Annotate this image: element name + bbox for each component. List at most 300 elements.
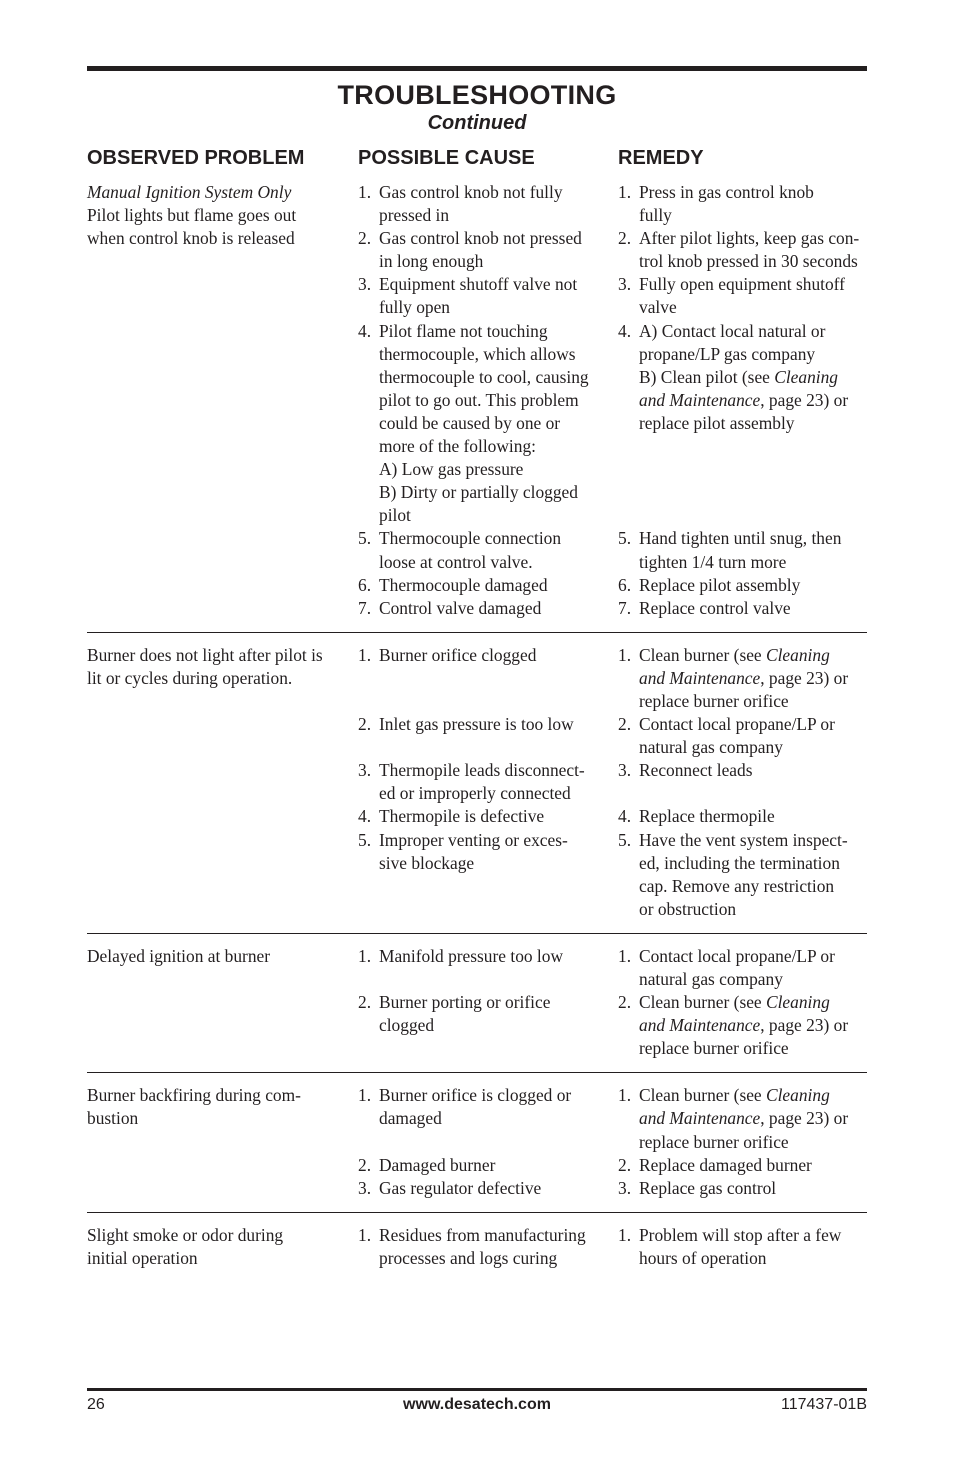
remedy-cell — [618, 296, 867, 319]
possible-cause-cell — [358, 829, 598, 852]
remedy-text-wrap — [639, 250, 867, 273]
observed-problem-text — [87, 435, 337, 458]
table-line — [87, 250, 867, 273]
possible-cause-cell — [358, 782, 598, 805]
remedy-text: replace burner orifice — [639, 690, 789, 711]
possible-cause-cell — [358, 1154, 598, 1177]
observed-problem-text: Manual Ignition System Only — [87, 182, 292, 202]
remedy-text-wrap — [639, 412, 867, 435]
remedy-number: 2. — [618, 992, 632, 1013]
cause-text — [379, 968, 598, 991]
remedy-text-wrap — [639, 273, 867, 296]
cause-number — [358, 1107, 379, 1130]
possible-cause-cell — [358, 736, 598, 759]
possible-cause-cell — [358, 852, 598, 875]
column-header-remedy: REMEDY — [618, 147, 704, 169]
remedy-italic-prefix: and Maintenance — [639, 1108, 761, 1129]
remedy-text: replace burner orifice — [639, 1038, 789, 1059]
remedy-number — [618, 481, 639, 504]
remedy-text-wrap — [639, 366, 867, 389]
cause-text — [379, 1037, 598, 1060]
observed-problem-text: lit or cycles during operation. — [87, 667, 293, 688]
table-line — [87, 1177, 867, 1200]
observed-problem-text — [87, 759, 337, 782]
remedy-cell — [618, 181, 867, 204]
cause-text: pilot to go out. This problem — [379, 389, 579, 410]
cause-text: clogged — [379, 1015, 435, 1036]
remedy-cell — [618, 1177, 867, 1200]
remedy-number — [618, 852, 639, 875]
remedy-text-wrap — [639, 435, 867, 458]
observed-problem-text — [87, 296, 337, 319]
cause-text: Manifold pressure too low — [379, 945, 564, 966]
table-line — [87, 991, 867, 1014]
table-line — [87, 320, 867, 343]
remedy-text-wrap — [639, 968, 867, 991]
observed-problem-text — [87, 782, 337, 805]
remedy-number — [618, 898, 639, 921]
possible-cause-cell — [358, 991, 598, 1014]
possible-cause-cell — [358, 204, 598, 227]
table-line — [87, 273, 867, 296]
cause-text: Burner orifice is clogged or — [379, 1085, 572, 1106]
observed-problem-text — [87, 481, 337, 504]
table-line — [87, 667, 867, 690]
remedy-text: or obstruction — [639, 898, 737, 919]
remedy-italic-prefix: and Maintenance — [639, 1015, 761, 1036]
remedy-cell — [618, 1107, 867, 1130]
table-line — [87, 644, 867, 667]
remedy-cell — [618, 945, 867, 968]
possible-cause-cell — [358, 759, 598, 782]
possible-cause-cell — [358, 945, 598, 968]
remedy-text: hours of operation — [639, 1247, 767, 1268]
remedy-number: 5. — [618, 829, 632, 850]
remedy-text: , page 23) or — [760, 667, 849, 688]
remedy-text-wrap — [639, 296, 867, 319]
remedy-text-wrap — [639, 227, 867, 250]
cause-text: pilot — [379, 505, 411, 526]
possible-cause-cell — [358, 527, 598, 550]
remedy-text: Hand tighten until snug, then — [639, 528, 842, 549]
table-row — [87, 945, 867, 1073]
cause-text: thermocouple to cool, causing — [379, 366, 589, 387]
remedy-cell — [618, 227, 867, 250]
table-line — [87, 181, 867, 204]
remedy-italic-prefix: and Maintenance — [639, 389, 761, 410]
remedy-text-wrap — [639, 1131, 867, 1154]
cause-text — [379, 1131, 598, 1154]
cause-text: Control valve damaged — [379, 597, 542, 618]
cause-text: Residues from manufacturing — [379, 1224, 586, 1245]
table-line — [87, 968, 867, 991]
page-number: 26 — [87, 1396, 105, 1413]
cause-number: 2. — [358, 1154, 372, 1175]
cause-text: Thermocouple damaged — [379, 574, 548, 595]
observed-problem-text — [87, 829, 337, 852]
remedy-text: natural gas company — [639, 737, 783, 758]
column-header-observed-problem: OBSERVED PROBLEM — [87, 147, 305, 169]
page-subtitle: Continued — [427, 112, 527, 134]
cause-number — [358, 782, 379, 805]
table-line — [87, 1224, 867, 1247]
cause-number: 6. — [358, 574, 372, 595]
remedy-cell — [618, 504, 867, 527]
cause-number: 3. — [358, 1177, 372, 1198]
possible-cause-cell — [358, 667, 598, 690]
possible-cause-cell — [358, 366, 598, 389]
table-line — [87, 945, 867, 968]
remedy-text: Replace pilot assembly — [639, 574, 801, 595]
possible-cause-cell — [358, 1177, 598, 1200]
observed-problem-text — [87, 527, 337, 550]
cause-number — [358, 898, 379, 921]
remedy-cell — [618, 1224, 867, 1247]
cause-text: thermocouple, which allows — [379, 343, 576, 364]
observed-problem-text — [87, 852, 337, 875]
possible-cause-cell — [358, 227, 598, 250]
cause-text: could be caused by one or — [379, 412, 561, 433]
remedy-italic-prefix: and Maintenance — [639, 667, 761, 688]
observed-problem-text: Pilot lights but flame goes out — [87, 205, 297, 226]
cause-number: 5. — [358, 829, 372, 850]
cause-text: Gas regulator defective — [379, 1177, 542, 1198]
cause-number — [358, 852, 379, 875]
remedy-cell — [618, 458, 867, 481]
remedy-number: 1. — [618, 644, 632, 665]
remedy-number — [618, 968, 639, 991]
cause-text: Improper venting or exces- — [379, 829, 568, 850]
observed-problem-text — [87, 1154, 337, 1177]
cause-number — [358, 690, 379, 713]
remedy-cell — [618, 690, 867, 713]
observed-problem-text: Burner does not light after pilot is — [87, 644, 323, 665]
remedy-cell — [618, 667, 867, 690]
remedy-number: 1. — [618, 182, 632, 202]
observed-problem-text: Delayed ignition at burner — [87, 945, 271, 966]
cause-text: Thermopile leads disconnect- — [379, 760, 585, 781]
page-title: TROUBLESHOOTING — [337, 80, 617, 110]
remedy-text-wrap — [639, 667, 867, 690]
table-line — [87, 690, 867, 713]
observed-problem-text — [87, 597, 337, 620]
remedy-text: , page 23) or — [760, 1108, 849, 1129]
remedy-text: natural gas company — [639, 969, 783, 989]
observed-problem-text — [87, 690, 337, 713]
table-line — [87, 898, 867, 921]
remedy-number: 5. — [618, 528, 632, 549]
remedy-text: cap. Remove any restriction — [639, 875, 835, 896]
website-link[interactable]: www.desatech.com — [403, 1396, 551, 1413]
table-line — [87, 551, 867, 574]
remedy-text: ed, including the termination — [639, 852, 840, 873]
table-line — [87, 481, 867, 504]
observed-problem-text: Burner backfiring during com- — [87, 1085, 301, 1106]
remedy-cell — [618, 644, 867, 667]
cause-text: A) Low gas pressure — [379, 459, 524, 480]
cause-text: in long enough — [379, 251, 484, 272]
observed-problem-text — [87, 273, 337, 296]
remedy-number — [618, 667, 639, 690]
cause-number — [358, 389, 379, 412]
remedy-text-wrap — [639, 389, 867, 412]
remedy-text-wrap — [639, 875, 867, 898]
remedy-text-wrap — [639, 1107, 867, 1130]
table-row — [87, 1224, 867, 1282]
remedy-cell — [618, 597, 867, 620]
cause-number: 1. — [358, 644, 372, 665]
remedy-text: , page 23) or — [760, 389, 849, 410]
cause-number: 2. — [358, 992, 372, 1013]
cause-number — [358, 458, 379, 481]
possible-cause-cell — [358, 1107, 598, 1130]
remedy-italic-suffix: Cleaning — [774, 366, 838, 387]
cause-number: 3. — [358, 274, 372, 295]
observed-problem-text — [87, 968, 337, 991]
cause-number — [358, 736, 379, 759]
table-line — [87, 527, 867, 550]
remedy-italic-suffix: Cleaning — [766, 992, 830, 1013]
remedy-text-wrap — [639, 1014, 867, 1037]
remedy-text: Clean burner (see — [639, 644, 766, 665]
observed-problem-text — [87, 389, 337, 412]
remedy-number: 3. — [618, 1177, 632, 1198]
remedy-number: 4. — [618, 806, 632, 827]
remedy-text: trol knob pressed in 30 seconds — [639, 251, 858, 272]
remedy-number — [618, 1107, 639, 1130]
table-line — [87, 852, 867, 875]
remedy-cell — [618, 1131, 867, 1154]
cause-text: Burner porting or orifice — [379, 992, 551, 1013]
remedy-number — [618, 435, 639, 458]
remedy-number: 7. — [618, 597, 632, 618]
remedy-cell — [618, 320, 867, 343]
observed-problem-text — [87, 736, 337, 759]
table-line — [87, 574, 867, 597]
observed-problem-text — [87, 343, 337, 366]
remedy-number — [618, 736, 639, 759]
cause-number — [358, 250, 379, 273]
troubleshooting-table — [87, 181, 867, 1293]
remedy-text-wrap — [639, 527, 867, 550]
remedy-text: Replace thermopile — [639, 806, 775, 827]
remedy-text-wrap — [639, 574, 867, 597]
remedy-number: 1. — [618, 945, 632, 966]
remedy-number — [618, 1247, 639, 1270]
cause-number — [358, 481, 379, 504]
remedy-text: tighten 1/4 turn more — [639, 551, 787, 572]
remedy-cell — [618, 968, 867, 991]
cause-text — [379, 875, 598, 898]
cause-number: 7. — [358, 597, 372, 618]
table-line — [87, 389, 867, 412]
remedy-text-wrap — [639, 945, 867, 968]
table-line — [87, 412, 867, 435]
cause-text: B) Dirty or partially clogged — [379, 482, 578, 503]
remedy-text-wrap — [639, 343, 867, 366]
remedy-text: Reconnect leads — [639, 760, 753, 781]
remedy-number — [618, 1037, 639, 1060]
observed-problem-text — [87, 504, 337, 527]
table-line — [87, 875, 867, 898]
remedy-text-wrap — [639, 181, 867, 204]
possible-cause-cell — [358, 273, 598, 296]
table-line — [87, 759, 867, 782]
cause-number: 1. — [358, 1085, 372, 1106]
remedy-cell — [618, 1247, 867, 1270]
cause-number — [358, 435, 379, 458]
cause-number: 4. — [358, 320, 372, 341]
possible-cause-cell — [358, 435, 598, 458]
possible-cause-cell — [358, 805, 598, 828]
remedy-text-wrap — [639, 551, 867, 574]
cause-number — [358, 1014, 379, 1037]
observed-problem-text — [87, 250, 337, 273]
possible-cause-cell — [358, 296, 598, 319]
remedy-number — [618, 1014, 639, 1037]
cause-number: 1. — [358, 1224, 372, 1245]
remedy-text: B) Clean pilot (see — [639, 366, 775, 387]
remedy-text-wrap — [639, 1037, 867, 1060]
cause-text: Burner orifice clogged — [379, 644, 537, 665]
remedy-text: After pilot lights, keep gas con- — [639, 228, 860, 249]
observed-problem-text — [87, 551, 337, 574]
remedy-text: fully — [639, 205, 672, 226]
remedy-cell — [618, 1014, 867, 1037]
remedy-cell — [618, 852, 867, 875]
remedy-text: replace burner orifice — [639, 1131, 789, 1152]
cause-text: Pilot flame not touching — [379, 320, 548, 341]
cause-text: loose at control valve. — [379, 551, 533, 572]
cause-number — [358, 504, 379, 527]
remedy-text: Replace gas control — [639, 1177, 777, 1198]
cause-number: 1. — [358, 945, 372, 966]
remedy-text: Clean burner (see — [639, 992, 766, 1013]
cause-number — [358, 366, 379, 389]
remedy-number — [618, 504, 639, 527]
remedy-text-wrap — [639, 204, 867, 227]
remedy-cell — [618, 805, 867, 828]
remedy-cell — [618, 204, 867, 227]
observed-problem-text — [87, 991, 337, 1014]
remedy-number — [618, 366, 639, 389]
cause-number: 2. — [358, 714, 372, 735]
remedy-text-wrap — [639, 644, 867, 667]
remedy-cell — [618, 250, 867, 273]
possible-cause-cell — [358, 412, 598, 435]
cause-number: 1. — [358, 182, 372, 202]
remedy-text: Problem will stop after a few — [639, 1224, 842, 1245]
remedy-text-wrap — [639, 1224, 867, 1247]
remedy-number — [618, 296, 639, 319]
table-line — [87, 829, 867, 852]
remedy-number: 2. — [618, 714, 632, 735]
remedy-text-wrap — [639, 1247, 867, 1270]
table-line — [87, 435, 867, 458]
possible-cause-cell — [358, 690, 598, 713]
remedy-cell — [618, 574, 867, 597]
table-line — [87, 227, 867, 250]
possible-cause-cell — [358, 343, 598, 366]
remedy-number — [618, 690, 639, 713]
cause-number — [358, 296, 379, 319]
remedy-text-wrap — [639, 481, 867, 504]
possible-cause-cell — [358, 504, 598, 527]
possible-cause-cell — [358, 1084, 598, 1107]
remedy-number: 4. — [618, 320, 632, 341]
cause-text — [379, 690, 598, 713]
top-rule — [87, 66, 867, 71]
possible-cause-cell — [358, 1131, 598, 1154]
observed-problem-text — [87, 412, 337, 435]
table-row — [87, 644, 867, 934]
possible-cause-cell — [358, 968, 598, 991]
remedy-text: Clean burner (see — [639, 1085, 766, 1106]
table-line — [87, 805, 867, 828]
cause-number — [358, 343, 379, 366]
remedy-cell — [618, 875, 867, 898]
remedy-number — [618, 389, 639, 412]
possible-cause-cell — [358, 875, 598, 898]
cause-number: 5. — [358, 528, 372, 549]
remedy-italic-suffix: Cleaning — [766, 1085, 830, 1106]
observed-problem-text — [87, 1131, 337, 1154]
remedy-text: Fully open equipment shutoff — [639, 274, 845, 295]
document-number: 117437-01B — [781, 1396, 867, 1413]
possible-cause-cell — [358, 898, 598, 921]
cause-text — [379, 898, 598, 921]
observed-problem-text — [87, 574, 337, 597]
column-header-possible-cause: POSSIBLE CAUSE — [358, 147, 535, 169]
remedy-text-wrap — [639, 320, 867, 343]
table-line — [87, 366, 867, 389]
remedy-cell — [618, 366, 867, 389]
cause-text: Gas control knob not pressed — [379, 228, 582, 249]
remedy-text: A) Contact local natural or — [639, 320, 826, 341]
remedy-text-wrap — [639, 713, 867, 736]
cause-text: Thermocouple connection — [379, 528, 562, 549]
remedy-number — [618, 204, 639, 227]
observed-problem-text — [87, 805, 337, 828]
cause-text: fully open — [379, 297, 450, 318]
observed-problem-text — [87, 1014, 337, 1037]
cause-number — [358, 204, 379, 227]
remedy-cell — [618, 551, 867, 574]
table-line — [87, 736, 867, 759]
table-line — [87, 1154, 867, 1177]
cause-number — [358, 1037, 379, 1060]
cause-number — [358, 1247, 379, 1270]
table-line — [87, 597, 867, 620]
table-row — [87, 181, 867, 633]
remedy-cell — [618, 713, 867, 736]
remedy-text: Replace control valve — [639, 597, 791, 618]
remedy-cell — [618, 898, 867, 921]
remedy-number: 2. — [618, 1154, 632, 1175]
table-line — [87, 458, 867, 481]
observed-problem-text: bustion — [87, 1108, 139, 1129]
remedy-number — [618, 412, 639, 435]
table-line — [87, 713, 867, 736]
possible-cause-cell — [358, 1247, 598, 1270]
cause-number — [358, 551, 379, 574]
table-line — [87, 1037, 867, 1060]
table-line — [87, 504, 867, 527]
possible-cause-cell — [358, 644, 598, 667]
remedy-number — [618, 250, 639, 273]
remedy-text: propane/LP gas company — [639, 343, 816, 364]
remedy-number — [618, 551, 639, 574]
